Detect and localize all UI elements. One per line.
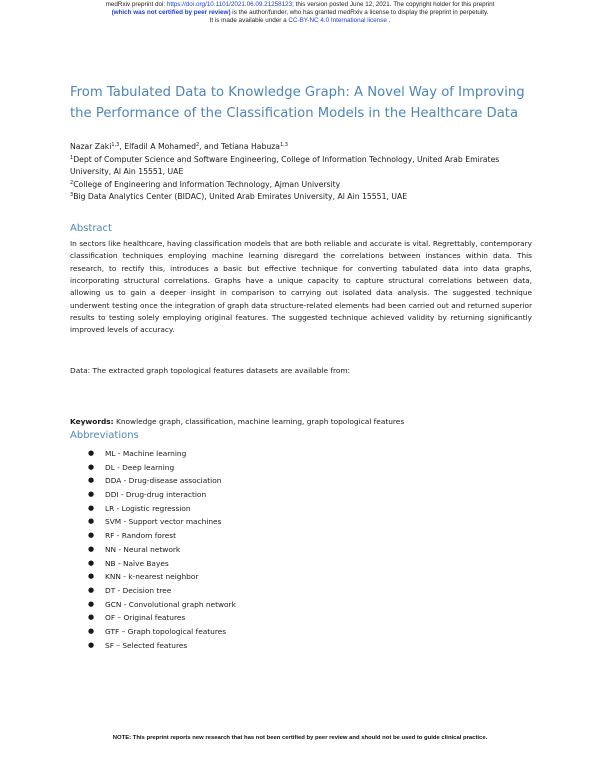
bullet-icon: ● (88, 544, 95, 553)
abbreviation-item (88, 639, 236, 653)
bullet-icon: ● (88, 640, 95, 649)
author-1-name: Nazar Zaki (70, 142, 112, 151)
doi-link[interactable]: https://doi.org/10.1101/2021.06.09.21258123 (166, 1, 293, 8)
bullet-icon: ● (88, 599, 95, 608)
affiliation-3 (70, 191, 540, 204)
bullet-icon: ● (88, 517, 95, 526)
bullet-icon: ● (88, 613, 95, 622)
author-3-name: , and Tetiana Habuza (199, 142, 280, 151)
abbreviation-text: GTF – Graph topological features (105, 626, 227, 636)
abbreviation-item (88, 461, 236, 475)
abbreviation-text: DL - Deep learning (105, 462, 175, 472)
available-suffix: . (386, 17, 391, 25)
affiliation-1-text: Dept of Computer Science and Software Engineering, College of Information Technology, United Arab Emirates University, Al Ain 15551, UAE (70, 154, 500, 176)
abstract-heading: Abstract (70, 223, 112, 234)
bullet-icon: ● (88, 558, 95, 567)
abbreviation-item (88, 502, 236, 516)
abbreviation-text: NB - Naïve Bayes (105, 558, 169, 568)
not-certified-note: (which was not certified by peer review) (111, 9, 231, 17)
keywords-text: Knowledge graph, classification, machine learning, graph topological features (113, 417, 405, 426)
abbreviations-heading: Abbreviations (70, 430, 139, 441)
abbreviation-text: SVM - Support vector machines (105, 517, 222, 527)
abbreviation-item (88, 515, 236, 529)
abbreviation-item (88, 570, 236, 584)
abbreviation-item (88, 611, 236, 625)
abbreviation-item (88, 625, 236, 639)
bullet-icon: ● (88, 490, 95, 499)
affiliation-2-mark: 2 (70, 179, 74, 186)
abbreviation-item (88, 598, 236, 612)
bullet-icon: ● (88, 572, 95, 581)
keywords (70, 417, 404, 426)
abbreviation-text: GCN - Convolutional graph network (105, 599, 236, 609)
bullet-icon: ● (88, 462, 95, 471)
affiliation-2 (70, 179, 540, 192)
affiliation-2-text: College of Engineering and Information Technology, Ajman University (73, 179, 341, 189)
abbreviation-item (88, 474, 236, 488)
abbreviations-list (88, 447, 236, 652)
license-text: is the author/funder, who has granted medRxiv a license to display the preprint in perpetuity. (230, 9, 489, 17)
footer-note: NOTE: This preprint reports new research that has not been certified by peer review and should not be used to guide clinical practice. (112, 735, 488, 741)
abbreviation-text: RF - Random forest (105, 531, 176, 541)
bullet-icon: ● (88, 476, 95, 485)
abbreviation-text: SF – Selected features (105, 640, 188, 650)
abbreviation-text: LR - Logistic regression (105, 503, 191, 513)
abbreviation-item (88, 543, 236, 557)
bullet-icon: ● (88, 503, 95, 512)
author-line (70, 141, 540, 154)
author-block (70, 141, 540, 204)
abbreviation-item (88, 447, 236, 461)
bullet-icon: ● (88, 626, 95, 635)
banner-line-3 (0, 17, 600, 25)
abbreviation-text: NN - Neural network (105, 544, 181, 554)
banner-line-1 (0, 1, 600, 9)
bullet-icon: ● (88, 449, 95, 457)
banner-line-2 (0, 9, 600, 17)
author-3-affiliation: 1,3 (279, 142, 288, 148)
abbreviation-item (88, 584, 236, 598)
available-prefix: It is made available under a (209, 17, 289, 25)
paper-title: From Tabulated Data to Knowledge Graph: A Novel Way of Improving the Performance of the Classification Models in the Healthcare Data (70, 85, 525, 121)
abbreviation-item (88, 488, 236, 502)
affiliation-3-mark: 3 (70, 192, 74, 198)
bullet-icon: ● (88, 531, 95, 540)
abbreviation-text: OF – Original features (105, 613, 186, 623)
author-2-name: , Elfadil A Mohamed (119, 142, 196, 151)
author-1-affiliation: 1,3 (111, 142, 120, 148)
bullet-icon: ● (88, 585, 95, 594)
data-availability: Data: The extracted graph topological features datasets are available from: (70, 366, 351, 375)
abbreviation-text: DT - Decision tree (105, 585, 172, 595)
affiliation-1-mark: 1 (70, 154, 74, 161)
abbreviation-text: ML - Machine learning (105, 449, 187, 458)
doi-prefix: medRxiv preprint doi: (105, 1, 167, 8)
abbreviation-text: KNN - k-nearest neighbor (105, 572, 199, 582)
abbreviation-text: DDI - Drug-drug interaction (105, 490, 207, 500)
abstract-text: In sectors like healthcare, having classification models that are both reliable and accurate is vital. Regrettably, contemporary classification techniques employing machine learning disregard the correlations between instances within data. This research, to rectify this, introduces a basic but effective technique for converting tabulated data into data graphs, incorporating structural correlations. Graphs have a unique capacity to capture structural correlations between data, allowing us to gain a deeper insight in comparison to carrying out isolated data analysis. The suggested technique underwent testing once the integration of graph data structure-related elements had been carried out and returned superior results to testing solely employing original features. The suggested technique achieved validity by returning significantly improved levels of accuracy. (70, 239, 532, 335)
keywords-label: Keywords: (70, 417, 114, 426)
abbreviation-text: DDA - Drug-disease association (105, 476, 222, 486)
abbreviation-item (88, 557, 236, 571)
doi-suffix: ; this version posted June 12, 2021. The copyright holder for this preprint (292, 1, 495, 8)
affiliation-1 (70, 154, 540, 179)
preprint-banner (0, 1, 600, 26)
license-link[interactable]: CC-BY-NC 4.0 International license (288, 17, 387, 25)
author-2-affiliation: 2 (195, 142, 200, 148)
abbreviation-item (88, 529, 236, 543)
affiliation-3-text: Big Data Analytics Center (BIDAC), United Arab Emirates University, Al Ain 15551, UAE (73, 192, 408, 201)
